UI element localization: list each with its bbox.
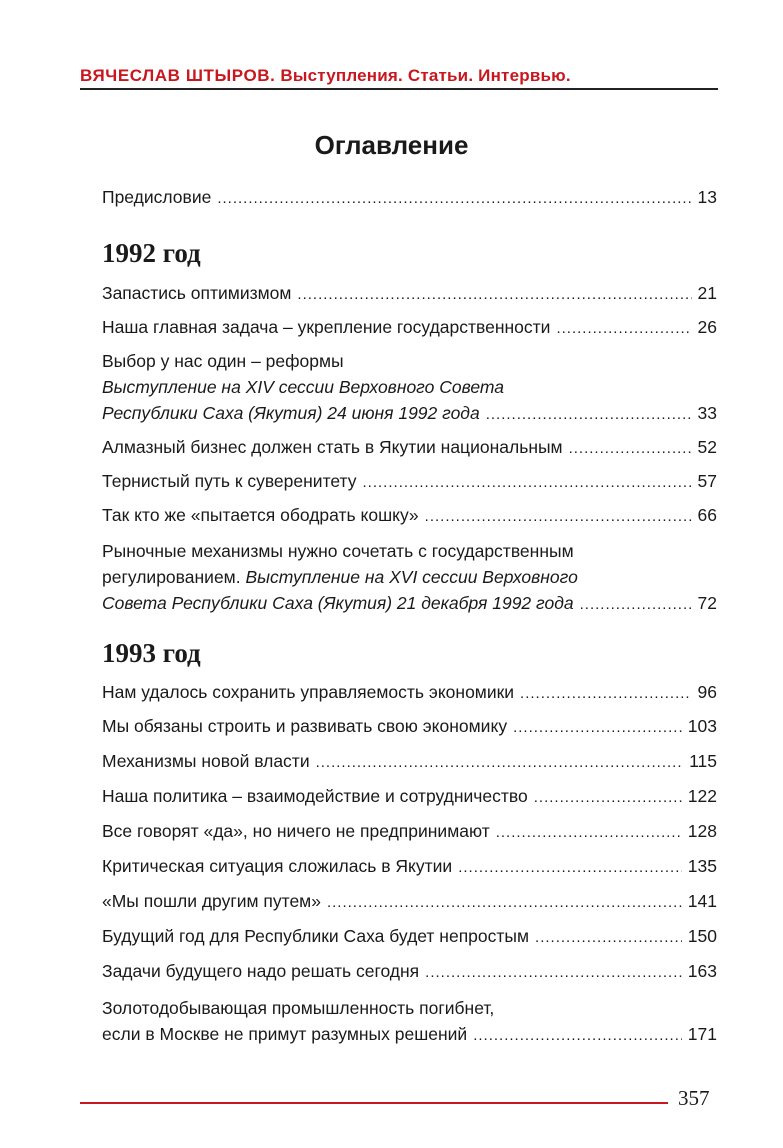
toc-entry[interactable]: [102, 853, 717, 881]
section-heading-1992: 1992 год: [102, 238, 201, 268]
dot-leader: [363, 470, 692, 496]
toc-entry[interactable]: [102, 748, 717, 776]
running-head-author: ВЯЧЕСЛАВ ШТЫРОВ.: [80, 66, 276, 85]
dot-leader: [520, 681, 691, 707]
toc-entry-title: Механизмы новой власти: [102, 751, 310, 771]
toc-entry-page: 141: [687, 891, 717, 911]
dot-leader: [513, 715, 682, 741]
dot-leader: [297, 282, 691, 308]
toc-entry[interactable]: [102, 713, 717, 741]
toc-entry-title: Предисловие: [102, 187, 212, 207]
dot-leader: [217, 186, 691, 212]
toc-entry[interactable]: [102, 280, 717, 308]
toc-entry-title: Запастись оптимизмом: [102, 283, 292, 303]
toc-entry-page: 57: [697, 471, 717, 491]
toc-entry-title: Так кто же «пытается ободрать кошку»: [102, 505, 419, 525]
toc-entry[interactable]: [102, 923, 717, 951]
toc-entry[interactable]: [102, 468, 717, 496]
toc-entry-title-cont: если в Москве не примут разумных решений: [102, 1024, 468, 1044]
toc-entry-page: 135: [687, 856, 717, 876]
toc-entry-title: Мы обязаны строить и развивать свою экономику: [102, 716, 508, 736]
footer-rule: [80, 1102, 668, 1104]
toc-entry-page: 26: [697, 317, 717, 337]
toc-entry-page: 128: [687, 821, 717, 841]
toc-entry-page: 150: [687, 926, 717, 946]
toc-entry-title: Задачи будущего надо решать сегодня: [102, 961, 420, 981]
toc-entry-title: Критическая ситуация сложилась в Якутии: [102, 856, 453, 876]
toc-entry-title: Наша политика – взаимодействие и сотрудничество: [102, 786, 528, 806]
toc-entry-page: 66: [697, 505, 717, 525]
toc-entry[interactable]: [102, 538, 717, 618]
toc-entry-title: Золотодобывающая промышленность погибнет,: [102, 998, 495, 1018]
toc-entry-page: 96: [697, 682, 717, 702]
toc-entry-title: Выбор у нас один – реформы: [102, 351, 344, 371]
toc-entry-page: 72: [697, 593, 717, 613]
running-head: [80, 66, 718, 86]
toc-entry-title-cont: регулированием.: [102, 567, 241, 587]
toc-entry-page: 52: [697, 437, 717, 457]
toc-entry-page: 103: [687, 716, 717, 736]
toc-entry-title: Тернистый путь к суверенитету: [102, 471, 357, 491]
toc-entry[interactable]: [102, 995, 717, 1049]
toc-entry[interactable]: [102, 434, 717, 462]
toc-entry-page: 171: [687, 1024, 717, 1044]
dot-leader: [534, 785, 682, 811]
toc-entry-title: Наша главная задача – укрепление государственности: [102, 317, 551, 337]
toc-entry-title: Будущий год для Республики Саха будет непростым: [102, 926, 530, 946]
toc-entry[interactable]: [102, 679, 717, 707]
toc-entry-subtitle: Выступление на XVI сессии Верховного: [245, 567, 578, 587]
toc-entry-page: 115: [689, 751, 717, 771]
header-rule: [80, 88, 718, 90]
dot-leader: [569, 436, 692, 462]
toc-entry[interactable]: [102, 958, 717, 986]
toc-entry[interactable]: [102, 314, 717, 342]
toc-entry[interactable]: [102, 502, 717, 530]
dot-leader: [316, 750, 684, 776]
toc-entry[interactable]: [102, 888, 717, 916]
toc-entry-subtitle: Республики Саха (Якутия) 24 июня 1992 года: [102, 403, 480, 423]
dot-leader: [486, 402, 692, 428]
toc-entry-page: 13: [697, 187, 717, 207]
dot-leader: [327, 890, 682, 916]
dot-leader: [556, 316, 691, 342]
toc-entry-title: Все говорят «да», но ничего не предпринимают: [102, 821, 490, 841]
toc-entry-page: 163: [687, 961, 717, 981]
toc-entry[interactable]: [102, 783, 717, 811]
dot-leader: [535, 925, 682, 951]
toc-entry-page: 122: [687, 786, 717, 806]
toc-entry-page: 33: [697, 403, 717, 423]
toc-entry-title: Рыночные механизмы нужно сочетать с государственным: [102, 541, 574, 561]
dot-leader: [425, 504, 692, 530]
dot-leader: [458, 855, 682, 881]
section-heading-1993: 1993 год: [102, 638, 201, 668]
toc-entry-page: 21: [697, 283, 717, 303]
running-head-subtitle: Выступления. Статьи. Интервью.: [280, 66, 571, 85]
dot-leader: [425, 960, 682, 986]
toc-entry-title: «Мы пошли другим путем»: [102, 891, 321, 911]
page-title: Оглавление: [314, 130, 469, 160]
toc-entry[interactable]: [102, 348, 717, 428]
toc-entry-title: Нам удалось сохранить управляемость экономики: [102, 682, 515, 702]
dot-leader: [496, 820, 682, 846]
toc-entry-title: Алмазный бизнес должен стать в Якутии национальным: [102, 437, 563, 457]
toc-entry-subtitle: Выступление на XIV сессии Верховного Совета: [102, 377, 504, 397]
dot-leader: [473, 1023, 682, 1049]
page-number: 357: [678, 1086, 710, 1110]
dot-leader: [580, 592, 692, 618]
toc-entry-subtitle: Совета Республики Саха (Якутия) 21 декабря 1992 года: [102, 593, 574, 613]
toc-entry[interactable]: [102, 818, 717, 846]
